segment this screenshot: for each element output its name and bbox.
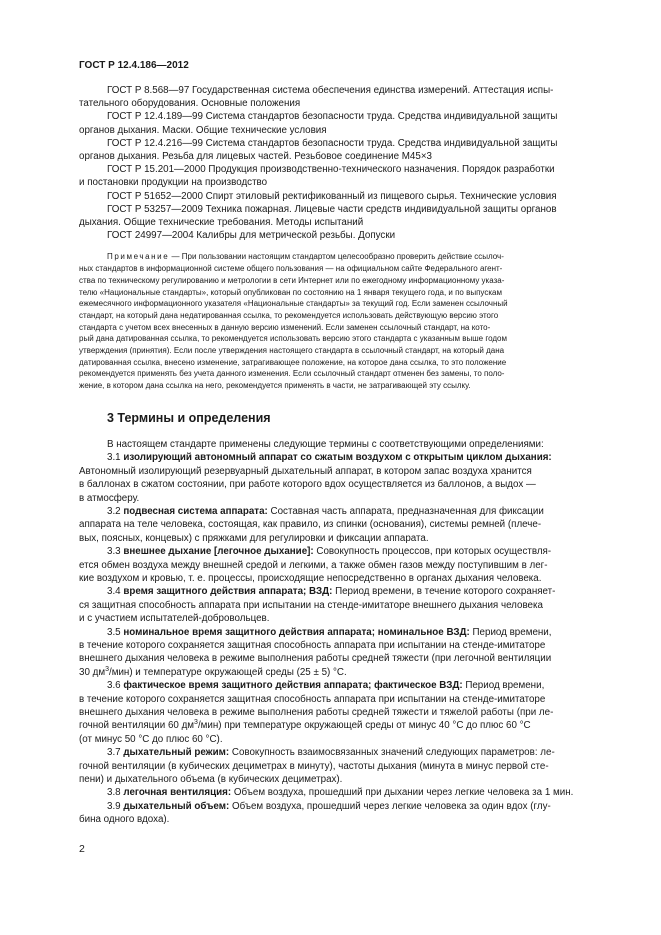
- terms-list: [79, 451, 615, 826]
- term-text: в атмосферу.: [79, 492, 140, 504]
- term-line: [79, 572, 615, 585]
- term-line: [79, 800, 615, 813]
- note-line: ежемесячного информационного указателя «Национальные стандарты» за текущий год. Если заменен ссылочный: [79, 299, 508, 309]
- reference-line: тательного оборудования. Основные положения: [79, 98, 301, 110]
- term-line: [79, 545, 615, 558]
- term-text: ется обмен воздуха между внешней средой и легкими, а также обмен газов между поступившим в лег-: [79, 559, 548, 571]
- note-line: жение, в котором дана ссылка на него, рекомендуется применять в части, не затрагивающей эту ссылку.: [79, 381, 471, 391]
- term-name: внешнее дыхание [легочное дыхание]:: [123, 546, 314, 558]
- note-line: рекомендуется применять без учета данного изменения. Если ссылочный стандарт отменен без замены, то поло-: [79, 369, 505, 379]
- page-header-doc-id: ГОСТ Р 12.4.186—2012: [79, 60, 189, 71]
- term-text: вых, поясных, концевых) с пряжками для регулировки и фиксации аппарата.: [79, 532, 429, 544]
- reference-item: [79, 203, 615, 229]
- term-definition: [79, 786, 615, 799]
- term-text: кие воздухом и кровью, т. е. процессы, происходящие непосредственно в органах дыхания человека.: [79, 572, 542, 584]
- reference-line: ГОСТ Р 15.201—2000 Продукция производственно-технического назначения. Порядок разработки: [107, 164, 555, 176]
- term-line: [79, 465, 615, 478]
- term-definition: [79, 626, 615, 680]
- term-text: гочной вентиляции 60 $дм^3/мин$) при температуре окружающей среды от минус 40 °С до плюс 60 °С: [79, 719, 531, 732]
- section-heading: 3 Термины и определения: [107, 410, 271, 425]
- reference-item: [79, 84, 615, 110]
- note-line: ных стандартов в информационной системе общего пользования — на официальном сайте Федерального агент-: [79, 264, 503, 274]
- term-text: Период времени, в течение которого сохраняет-: [332, 586, 556, 598]
- term-number: 3.3: [107, 546, 124, 558]
- reference-item: [79, 163, 615, 189]
- terms-intro: В настоящем стандарте применены следующие термины с соответствующими определениями:: [107, 438, 544, 450]
- term-line: [79, 693, 615, 706]
- reference-line: ГОСТ Р 53257—2009 Техника пожарная. Лицевые части средств индивидуальной защиты органов: [107, 203, 557, 215]
- term-number: 3.5: [107, 626, 124, 638]
- term-line: [79, 612, 615, 625]
- term-text: аппарата на теле человека, состоящая, как правило, из спинки (основания), системы ремней (плече-: [79, 519, 542, 531]
- term-line: [79, 639, 615, 652]
- page-number: 2: [79, 843, 85, 855]
- term-text: (от минус 50 °С до плюс 60 °С).: [79, 733, 223, 745]
- note-text: — При пользовании настоящим стандартом целесообразно проверить действие ссылоч-: [169, 252, 504, 262]
- reference-line: органов дыхания. Резьба для лицевых частей. Резьбовое соединение М45×3: [79, 151, 432, 163]
- term-number: 3.8: [107, 787, 124, 799]
- term-number: 3.9: [107, 800, 124, 812]
- term-number: 3.1: [107, 452, 124, 464]
- term-line: [79, 532, 615, 545]
- term-text: гочной вентиляции (в кубических дециметрах в минуту), частоты дыхания (минута в минус первой сте-: [79, 760, 549, 772]
- reference-item: [79, 190, 615, 203]
- term-definition: [79, 545, 615, 585]
- term-text: бина одного вдоха).: [79, 814, 170, 826]
- term-text: Период времени,: [462, 680, 545, 692]
- term-line: [79, 666, 615, 679]
- term-line: [79, 478, 615, 491]
- reference-item: [79, 137, 615, 163]
- note-label: Примечание: [107, 252, 170, 262]
- term-number: 3.7: [107, 747, 124, 759]
- term-line: [79, 652, 615, 665]
- term-text: в баллонах в сжатом состоянии, при работе которого вдох осуществляется из баллонов, а выдох —: [79, 479, 536, 491]
- note-line: рый дана датированная ссылка, то рекомендуется использовать версию этого стандарта с указанным выше годом: [79, 334, 507, 344]
- term-name: изолирующий автономный аппарат со сжатым воздухом с открытым циклом дыхания:: [123, 452, 552, 464]
- note-line: телю «Национальные стандарты», который опубликован по состоянию на 1 января текущего года, и по выпускам: [79, 287, 502, 297]
- term-line: [79, 719, 615, 732]
- term-name: фактическое время защитного действия аппарата; фактическое ВЗД:: [123, 680, 463, 692]
- term-text: пени) и дыхательного объема (в кубических дециметрах).: [79, 774, 343, 786]
- term-text: Период времени,: [469, 626, 552, 638]
- note-line: стандарт, на который дана недатированная ссылка, то рекомендуется использовать действующую версию этого: [79, 310, 499, 320]
- term-definition: [79, 800, 615, 827]
- term-line: [79, 626, 615, 639]
- term-line: [79, 706, 615, 719]
- term-line: [79, 760, 615, 773]
- term-definition: [79, 505, 615, 545]
- term-line: [79, 585, 615, 598]
- reference-line: ГОСТ Р 12.4.216—99 Система стандартов безопасности труда. Средства индивидуальной защиты: [107, 137, 558, 149]
- page-body: [79, 84, 615, 827]
- references-note: [79, 251, 615, 391]
- note-line: [79, 251, 615, 263]
- term-text: Совокупность взаимосвязанных значений следующих параметров: ле-: [229, 747, 555, 759]
- reference-line: ГОСТ 24997—2004 Калибры для метрической резьбы. Допуски: [107, 230, 396, 242]
- term-text: 30 $дм^3/мин$) и температуре окружающей среды (25 ± 5) °С.: [79, 665, 347, 678]
- term-text: в течение которого сохраняется защитная способность аппарата при испытании на стенде-имитаторе: [79, 639, 546, 651]
- term-line: [79, 559, 615, 572]
- reference-item: [79, 229, 615, 242]
- term-definition: [79, 451, 615, 505]
- term-definition: [79, 585, 615, 625]
- term-name: легочная вентиляция:: [123, 787, 232, 799]
- note-line: датированная ссылка, внесено изменение, затрагивающее положение, на которое дана ссылка, то это положение: [79, 357, 507, 367]
- term-definition: [79, 679, 615, 746]
- term-number: 3.2: [107, 505, 124, 517]
- term-number: 3.6: [107, 680, 124, 692]
- term-line: [79, 599, 615, 612]
- term-text: и с участием испытателей-добровольцев.: [79, 613, 270, 625]
- term-text: Автономный изолирующий резервуарный дыхательный аппарат, в котором запас воздуха хранится: [79, 465, 532, 477]
- reference-line: ГОСТ Р 8.568—97 Государственная система обеспечения единства измерений. Аттестация испы-: [107, 85, 554, 96]
- reference-line: ГОСТ Р 12.4.189—99 Система стандартов безопасности труда. Средства индивидуальной защиты: [107, 111, 558, 123]
- term-text: в течение которого сохраняется защитная способность аппарата при испытании на стенде-имитаторе: [79, 693, 546, 705]
- term-number: 3.4: [107, 586, 124, 598]
- reference-line: и постановки продукции на производство: [79, 177, 268, 189]
- term-line: [79, 773, 615, 786]
- normative-references-list: [79, 84, 615, 242]
- term-text: внешнего дыхания человека в режиме выполнения работы средней тяжести (при легочной вентиляции: [79, 653, 552, 665]
- term-line: [79, 746, 615, 759]
- term-text: Объем воздуха, прошедший при дыхании через легкие человека за 1 мин.: [231, 787, 574, 799]
- term-name: время защитного действия аппарата; ВЗД:: [123, 586, 333, 598]
- term-name: дыхательный режим:: [123, 747, 230, 759]
- term-name: дыхательный объем:: [123, 800, 230, 812]
- term-line: [79, 451, 615, 464]
- term-name: номинальное время защитного действия аппарата; номинальное ВЗД:: [123, 626, 470, 638]
- term-text: Составная часть аппарата, предназначенная для фиксации: [267, 505, 544, 517]
- term-definition: [79, 746, 615, 786]
- term-line: [79, 505, 615, 518]
- reference-line: ГОСТ Р 51652—2000 Спирт этиловый ректификованный из пищевого сырья. Технические условия: [107, 190, 557, 202]
- term-line: [79, 518, 615, 531]
- term-line: [79, 813, 615, 826]
- term-text: ся защитная способность аппарата при испытании на стенде-имитаторе внешнего дыхания человека: [79, 599, 543, 611]
- reference-item: [79, 110, 615, 136]
- note-line: утверждения (принятия). Если после утверждения настоящего стандарта в ссылочный стандарт, на который дана: [79, 346, 505, 356]
- term-line: [79, 679, 615, 692]
- term-text: Объем воздуха, прошедший через легкие человека за один вдох (глу-: [229, 800, 551, 812]
- term-line: [79, 786, 615, 799]
- reference-line: дыхания. Общие технические требования. Методы испытаний: [79, 217, 364, 229]
- reference-line: органов дыхания. Маски. Общие технические условия: [79, 124, 327, 136]
- term-name: подвесная система аппарата:: [123, 505, 268, 517]
- term-line: [79, 733, 615, 746]
- term-line: [79, 492, 615, 505]
- note-line: ства по техническому регулированию и метрологии в сети Интернет или по ежегодному информационному указа-: [79, 275, 505, 285]
- term-text: Совокупность процессов, при которых осуществля-: [313, 546, 552, 558]
- note-line: стандарта с учетом всех внесенных в данную версию изменений. Если заменен ссылочный стандарт, на кото-: [79, 322, 491, 332]
- term-text: внешнего дыхания человека в режиме выполнения работы средней тяжести и тяжелой работы (при ле-: [79, 707, 554, 718]
